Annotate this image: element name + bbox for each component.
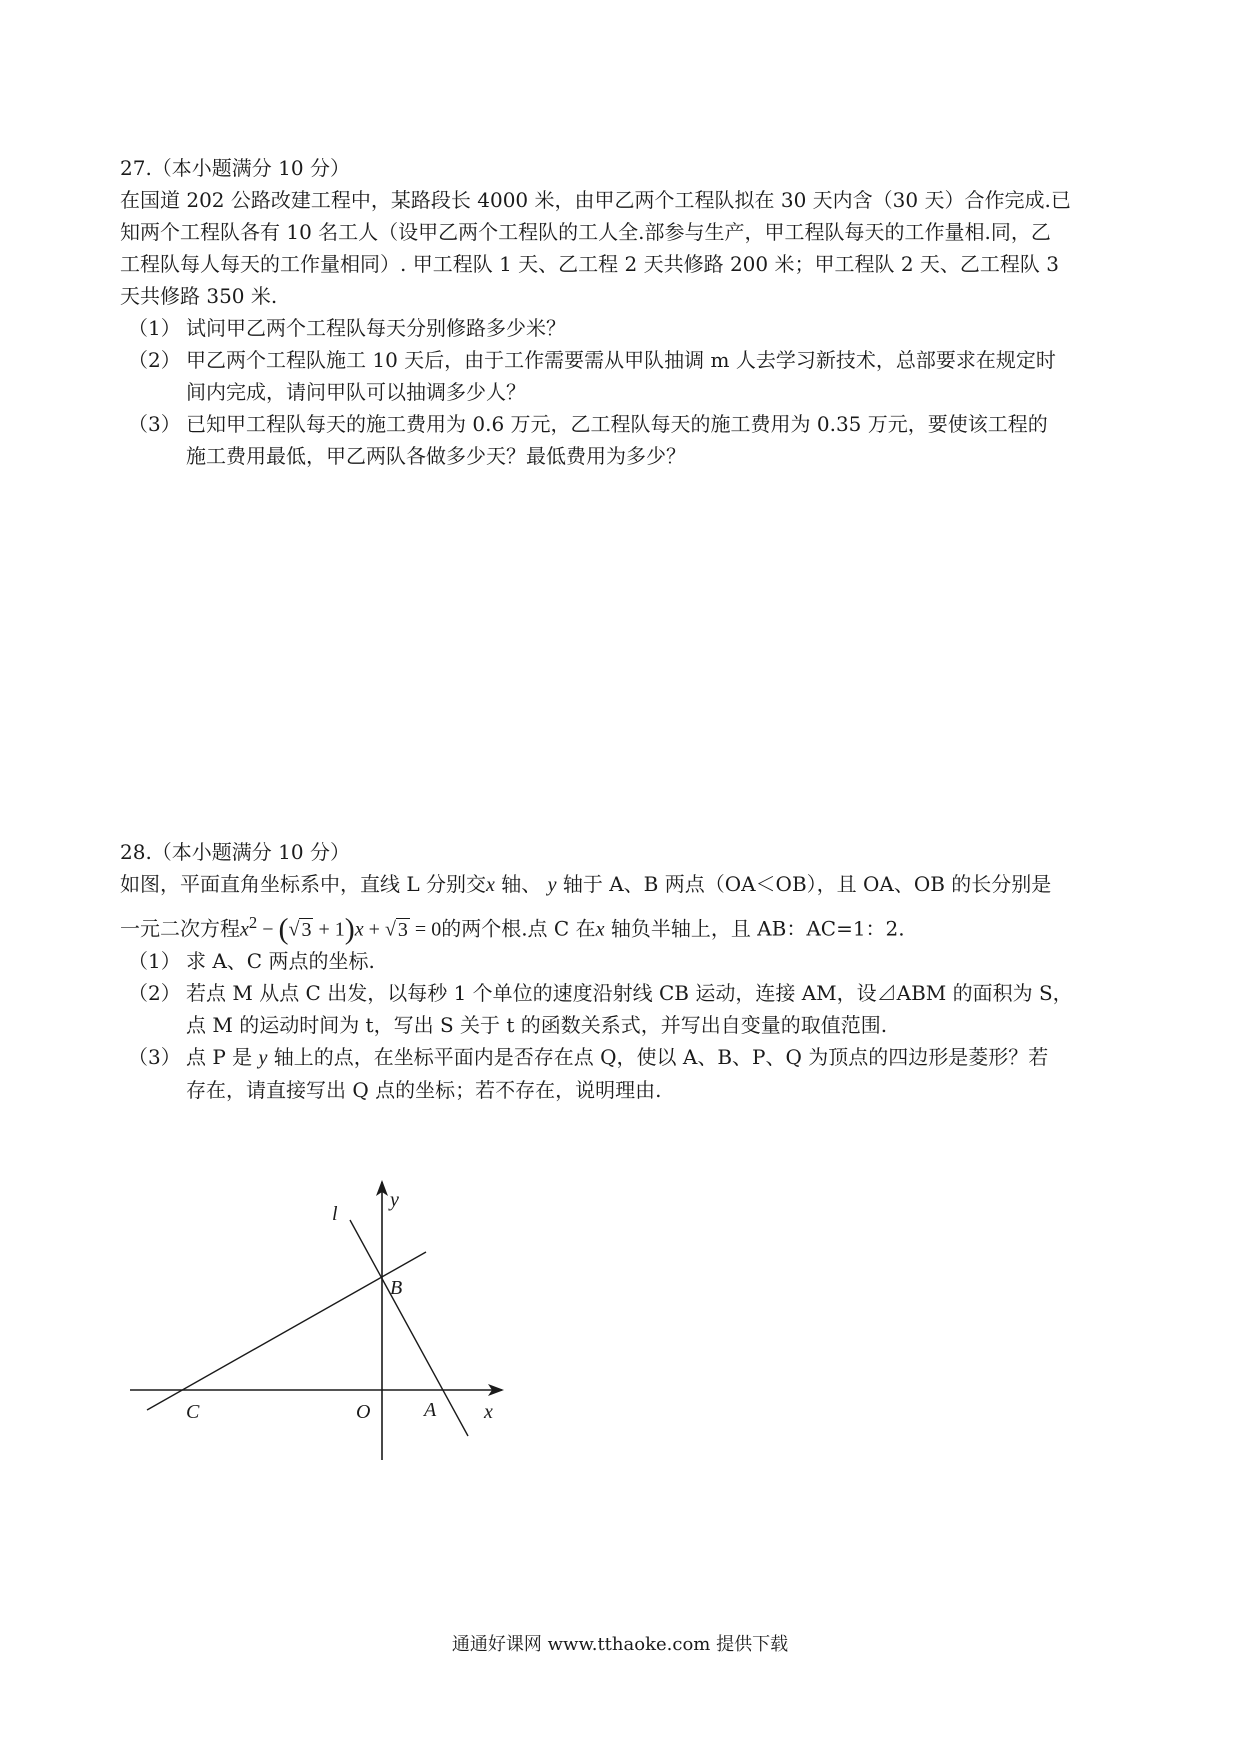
q28-header: 28.（本小题满分 10 分）	[120, 840, 350, 864]
line-cb	[147, 1252, 426, 1410]
equation-exponent: 2	[248, 913, 258, 932]
label-b: B	[390, 1277, 403, 1299]
figure-svg	[120, 1168, 540, 1460]
label-x: x	[484, 1401, 493, 1423]
part-text: 求 A、C 两点的坐标.	[186, 949, 375, 973]
q28-part-1	[128, 945, 1130, 977]
part-number: （3）	[128, 1045, 181, 1069]
part-text: 甲乙两个工程队施工 10 天后，由于工作需要需从甲队抽调 m 人去学习新技术，总部要求在规定时	[186, 348, 1056, 372]
q28-part-3	[128, 1041, 1130, 1106]
q27-part-1	[128, 312, 1130, 344]
q27-part-3	[128, 408, 1130, 472]
part-number: （3）	[128, 412, 181, 436]
q28-text-line: 如图，平面直角坐标系中，直线 L 分别交x 轴、 y 轴于 A、B 两点（OA＜OB），且 OA、OB 的长分别是	[120, 872, 1052, 896]
equation-var: x	[240, 918, 249, 941]
part-number: （2）	[128, 348, 181, 372]
part-text: 点 P 是 y 轴上的点，在坐标平面内是否存在点 Q，使以 A、B、P、Q 为顶点的四边形是菱形？若	[186, 1045, 1049, 1069]
part-number: （1）	[128, 316, 181, 340]
part-text: 存在，请直接写出 Q 点的坐标；若不存在，说明理由.	[186, 1078, 662, 1102]
label-o: O	[356, 1401, 371, 1423]
sqrt-sign: √	[288, 918, 300, 941]
page-footer: 通通好课网 www.tthaoke.com 提供下载	[451, 1634, 789, 1655]
part-number: （1）	[128, 949, 181, 973]
q27-text-line: 知两个工程队各有 10 名工人（设甲乙两个工程队的工人全.部参与生产，甲工程队每天的工作量相.同，乙	[120, 220, 1051, 244]
coordinate-figure	[120, 1168, 540, 1464]
part-text: 若点 M 从点 C 出发，以每秒 1 个单位的速度沿射线 CB 运动，连接 AM，设⊿ABM 的面积为 S，	[186, 981, 1073, 1005]
part-text: 试问甲乙两个工程队每天分别修路多少米？	[186, 316, 566, 340]
sqrt-radicand: 3	[301, 918, 312, 941]
q28-part-2	[128, 977, 1130, 1041]
sqrt-sign: √	[384, 918, 396, 941]
label-l: l	[332, 1203, 338, 1225]
q27-text-line: 天共修路 350 米.	[120, 284, 278, 308]
label-c: C	[186, 1401, 200, 1423]
q27-text-line: 工程队每人每天的工作量相同）. 甲工程队 1 天、乙工程 2 天共修路 200 米；甲工程队 2 天、乙工程队 3	[120, 252, 1060, 276]
q27-header: 27.（本小题满分 10 分）	[120, 156, 350, 180]
q28-equation-line: 一元二次方程$x^2$ − (√ 3 + 1)x + √ 3 = 0的两个根.点 C 在x 轴负半轴上，且 AB：AC=1：2.	[120, 912, 905, 946]
label-a: A	[424, 1399, 437, 1421]
part-text: 施工费用最低，甲乙两队各做多少天？最低费用为多少？	[186, 444, 686, 468]
question-28	[120, 836, 1130, 1106]
sqrt-radicand: 3	[397, 918, 408, 941]
part-text: 间内完成，请问甲队可以抽调多少人？	[186, 380, 526, 404]
q27-text-line: 在国道 202 公路改建工程中，某路段长 4000 米，由甲乙两个工程队拟在 30 天内含（30 天）合作完成.已	[120, 188, 1071, 212]
question-27	[120, 152, 1130, 472]
q27-part-2	[128, 344, 1130, 408]
part-text: 已知甲工程队每天的施工费用为 0.6 万元，乙工程队每天的施工费用为 0.35 万元，要使该工程的	[186, 412, 1048, 436]
part-number: （2）	[128, 981, 181, 1005]
label-y: y	[390, 1189, 399, 1211]
part-text: 点 M 的运动时间为 t，写出 S 关于 t 的函数关系式，并写出自变量的取值范围.	[186, 1013, 888, 1037]
